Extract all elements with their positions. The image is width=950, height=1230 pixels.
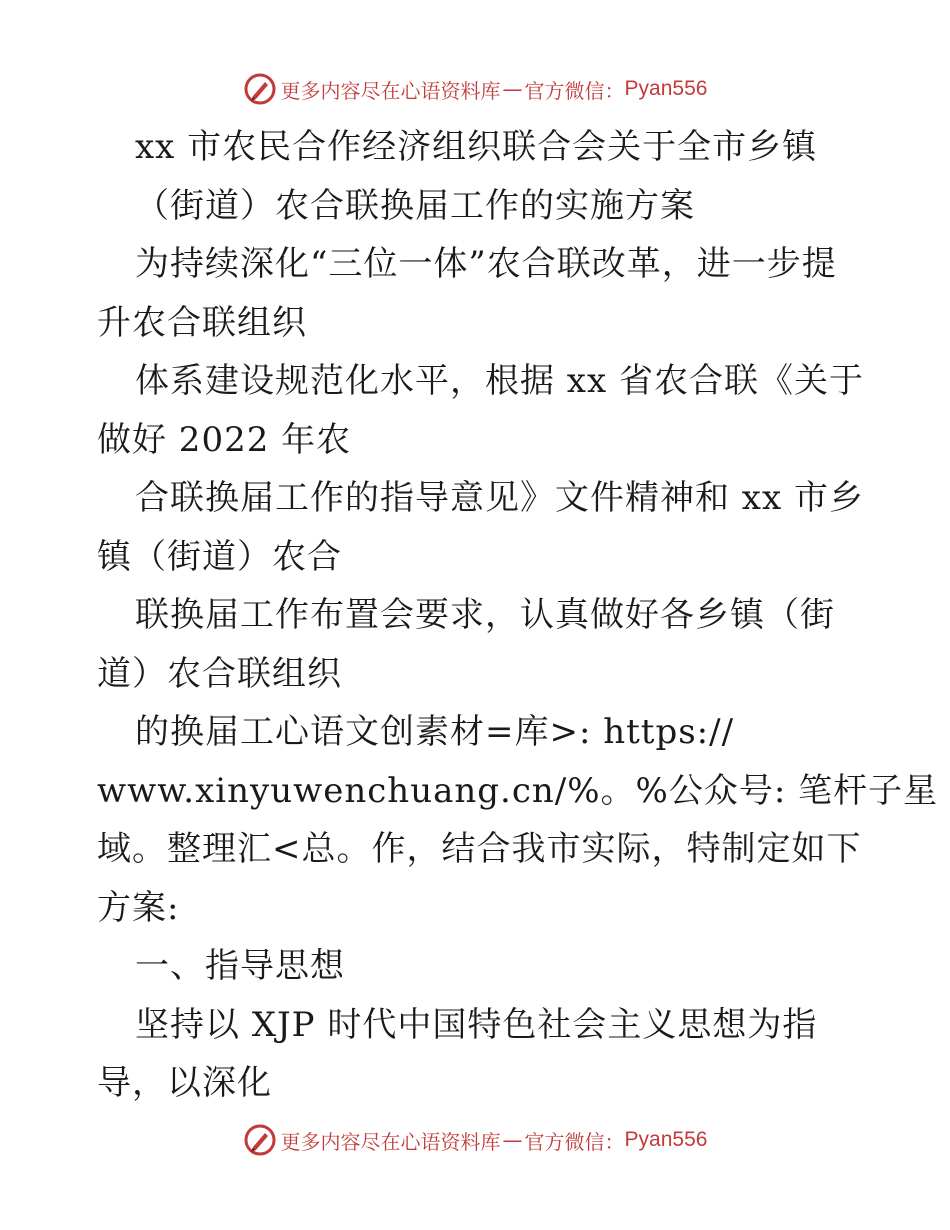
watermark-separator: — <box>502 1128 523 1152</box>
pen-circle-icon <box>243 72 277 106</box>
watermark-brand: 更多内容尽在心语资料库 <box>280 1129 501 1154</box>
document-line: 做好 2022 年农 <box>97 419 352 460</box>
document-line: xx 市农民合作经济组织联合会关于全市乡镇 <box>135 127 818 167</box>
document-line: 镇（街道）农合 <box>97 536 342 577</box>
document-line: 的换届工心语文创素材=库>: https:// <box>135 712 735 752</box>
document-line: 体系建设规范化水平，根据 xx 省农合联《关于 <box>135 361 864 401</box>
document-line: 为持续深化“三位一体”农合联改革，进一步提 <box>135 244 837 284</box>
document-line: 升农合联组织 <box>97 302 307 343</box>
watermark-account: Pyan556 <box>624 1128 708 1151</box>
watermark-banner-top <box>0 69 950 109</box>
document-line: 联换届工作布置会要求，认真做好各乡镇（街 <box>135 595 835 635</box>
document-line: www.xinyuwenchuang.cn/%。%公众号: 笔杆子星 <box>97 770 939 811</box>
document-line: 道）农合联组织 <box>97 653 342 694</box>
watermark-banner-bottom <box>0 1120 950 1160</box>
document-body <box>97 118 939 1113</box>
watermark-account: Pyan556 <box>624 77 708 100</box>
document-line: 一、指导思想 <box>135 946 345 986</box>
document-line: （街道）农合联换届工作的实施方案 <box>135 185 695 226</box>
document-line: 合联换届工作的指导意见》文件精神和 xx 市乡 <box>135 478 864 518</box>
document-line: 方案: <box>97 887 180 928</box>
document-line: 域。整理汇<总。作，结合我市实际，特制定如下 <box>97 829 862 869</box>
pen-circle-icon <box>243 1123 277 1157</box>
document-line: 坚持以 XJP 时代中国特色社会主义思想为指 <box>135 1004 818 1045</box>
watermark-brand: 更多内容尽在心语资料库 <box>280 78 501 103</box>
watermark-separator: — <box>502 77 523 101</box>
watermark-label: 官方微信： <box>524 1129 625 1154</box>
document-line: 导，以深化 <box>97 1063 272 1103</box>
watermark-label: 官方微信： <box>524 78 625 103</box>
